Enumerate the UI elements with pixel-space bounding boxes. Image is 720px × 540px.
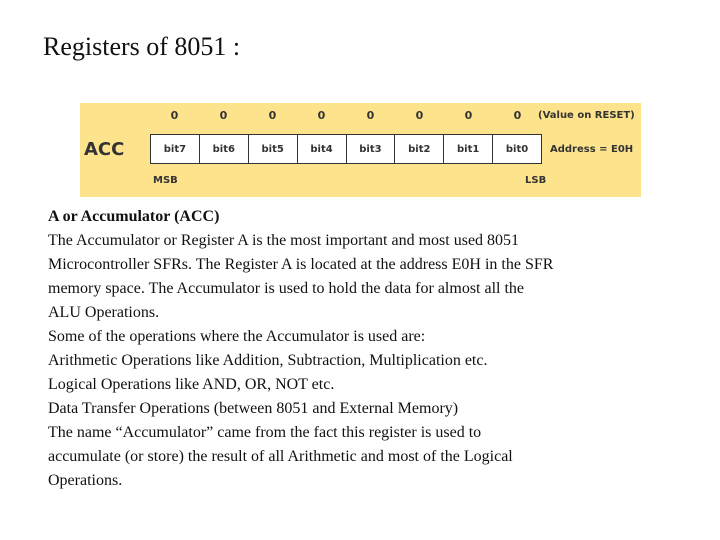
reset-value-bit1: 0: [464, 109, 473, 122]
acc-register-figure: [80, 103, 641, 197]
address-note: Address = E0H: [550, 144, 634, 155]
bit-cell-bit0: bit0: [505, 143, 529, 155]
reset-value-bit3: 0: [366, 109, 375, 122]
reset-note: (Value on RESET): [538, 110, 635, 121]
reset-value-bit0: 0: [513, 109, 522, 122]
reset-value-bit4: 0: [317, 109, 326, 122]
reset-value-bit6: 0: [219, 109, 228, 122]
bit-row: [150, 134, 542, 164]
body-line: Some of the operations where the Accumulator is used are:: [48, 328, 426, 345]
body-line: Data Transfer Operations (between 8051 and External Memory): [48, 400, 459, 417]
bit-cell-bit1: bit1: [444, 135, 493, 163]
reset-value-bit2: 0: [415, 109, 424, 122]
body-line: The Accumulator or Register A is the most important and most used 8051: [48, 232, 520, 249]
lsb-label: LSB: [525, 175, 547, 186]
reset-value-bit7: 0: [170, 109, 179, 122]
body-line: memory space. The Accumulator is used to hold the data for almost all the: [48, 280, 525, 297]
body-line: Logical Operations like AND, OR, NOT etc.: [48, 376, 335, 393]
reset-value-bit5: 0: [268, 109, 277, 122]
body-line: Microcontroller SFRs. The Register A is located at the address E0H in the SFR: [48, 256, 554, 273]
body-line: Arithmetic Operations like Addition, Subtraction, Multiplication etc.: [48, 352, 488, 369]
register-name: ACC: [84, 139, 125, 160]
bit-cell-bit6: bit6: [200, 135, 249, 163]
bit-cell-bit5: bit5: [249, 135, 298, 163]
body-line: accumulate (or store) the result of all Arithmetic and most of the Logical: [48, 448, 513, 465]
body-line: ALU Operations.: [48, 304, 160, 321]
body-text: [48, 205, 708, 493]
bit-cell-bit7: bit7: [151, 135, 200, 163]
section-heading: A or Accumulator (ACC): [48, 208, 220, 225]
body-line: The name “Accumulator” came from the fact this register is used to: [48, 424, 482, 441]
page-title: Registers of 8051 :: [43, 32, 241, 61]
body-line: Operations.: [48, 472, 123, 489]
bit-cell-bit4: bit4: [298, 135, 347, 163]
bit-cell-bit2: bit2: [395, 135, 444, 163]
bit-cell-bit3: bit3: [347, 135, 396, 163]
msb-label: MSB: [153, 175, 178, 186]
